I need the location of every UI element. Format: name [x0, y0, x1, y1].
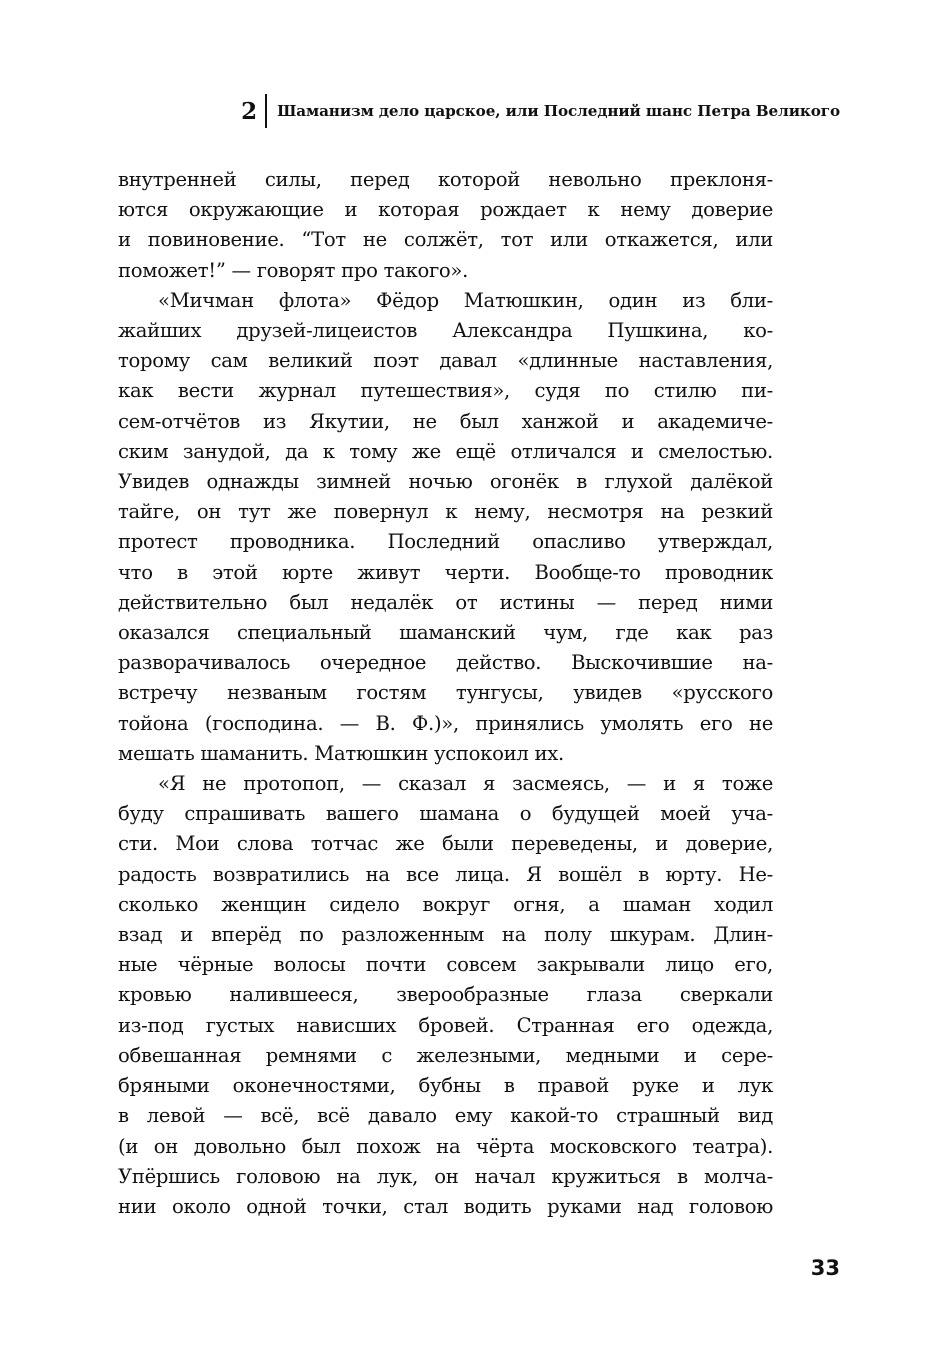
text-line: ются окружающие и которая рождает к нему доверие [118, 198, 773, 222]
page-number: 33 [810, 1256, 840, 1280]
text-line: (и он довольно был похож на чёрта московского театра). [118, 1134, 773, 1158]
text-line: торому сам великий поэт давал «длинные наставления, [118, 349, 773, 373]
text-line: бряными оконечностями, бубны в правой руке и лук [118, 1074, 773, 1098]
running-header [241, 94, 840, 128]
text-line: из-под густых нависших бровей. Странная его одежда, [118, 1013, 773, 1037]
text-line: тайге, он тут же повернул к нему, несмотря на резкий [118, 500, 773, 524]
text-line: сти. Мои слова тотчас же были переведены, и доверие, [118, 832, 773, 856]
text-line: кровью налившееся, зверообразные глаза сверкали [118, 983, 773, 1007]
text-line: обвешанная ремнями с железными, медными и сере- [118, 1043, 773, 1067]
text-line: Увидев однажды зимней ночью огонёк в глухой далёкой [118, 470, 773, 494]
text-line: «Мичман флота» Фёдор Матюшкин, один из бли- [158, 288, 773, 312]
text-line: протест проводника. Последний опасливо утверждал, [118, 530, 773, 554]
body-text [118, 165, 773, 1222]
paragraph-2 [118, 286, 773, 769]
header-divider [265, 94, 267, 128]
text-line: действительно был недалёк от истины — перед ними [118, 590, 773, 614]
text-line: в левой — всё, всё давало ему какой-то страшный вид [118, 1104, 773, 1128]
text-line: сколько женщин сидело вокруг огня, а шаман ходил [118, 892, 773, 916]
paragraph-1 [118, 165, 773, 286]
text-line: «Я не протопоп, — сказал я засмеясь, — и я тоже [158, 772, 773, 796]
text-line: внутренней силы, перед которой невольно преклоня- [118, 168, 773, 191]
text-line: взад и вперёд по разложенным на полу шкурам. Длин- [118, 923, 773, 947]
paragraph-3 [118, 769, 773, 1222]
text-line: встречу незваным гостям тунгусы, увидев «русского [118, 681, 773, 705]
text-line: Упёршись головою на лук, он начал кружиться в молча- [118, 1164, 773, 1188]
text-line: поможет!” — говорят про такого». [118, 258, 469, 282]
text-line: сем-отчётов из Якутии, не был ханжой и академиче- [118, 409, 773, 433]
text-line: радость возвратились на все лица. Я вошёл в юрту. Не- [118, 862, 773, 886]
text-line: что в этой юрте живут черти. Вообще-то проводник [118, 560, 773, 584]
text-line: и повиновение. “Тот не солжёт, тот или откажется, или [118, 228, 773, 252]
text-line: оказался специальный шаманский чум, где как раз [118, 621, 773, 645]
text-line: буду спрашивать вашего шамана о будущей моей уча- [118, 802, 773, 826]
chapter-number: 2 [241, 97, 258, 125]
text-line: нии около одной точки, стал водить руками над головою [118, 1194, 773, 1218]
text-line: ским занудой, да к тому же ещё отличался и смелостью. [118, 439, 773, 463]
text-line: ные чёрные волосы почти совсем закрывали лицо его, [118, 953, 773, 977]
text-line: разворачивалось очередное действо. Выскочившие на- [118, 651, 773, 675]
text-line: как вести журнал путешествия», судя по стилю пи- [118, 379, 773, 403]
text-line: мешать шаманить. Матюшкин успокоил их. [118, 741, 564, 765]
text-line: тойона (господина. — В. Ф.)», принялись умолять его не [118, 711, 773, 735]
text-line: жайших друзей-лицеистов Александра Пушкина, ко- [118, 319, 773, 343]
running-title: Шаманизм дело царское, или Последний шанс Петра Великого [277, 102, 840, 120]
